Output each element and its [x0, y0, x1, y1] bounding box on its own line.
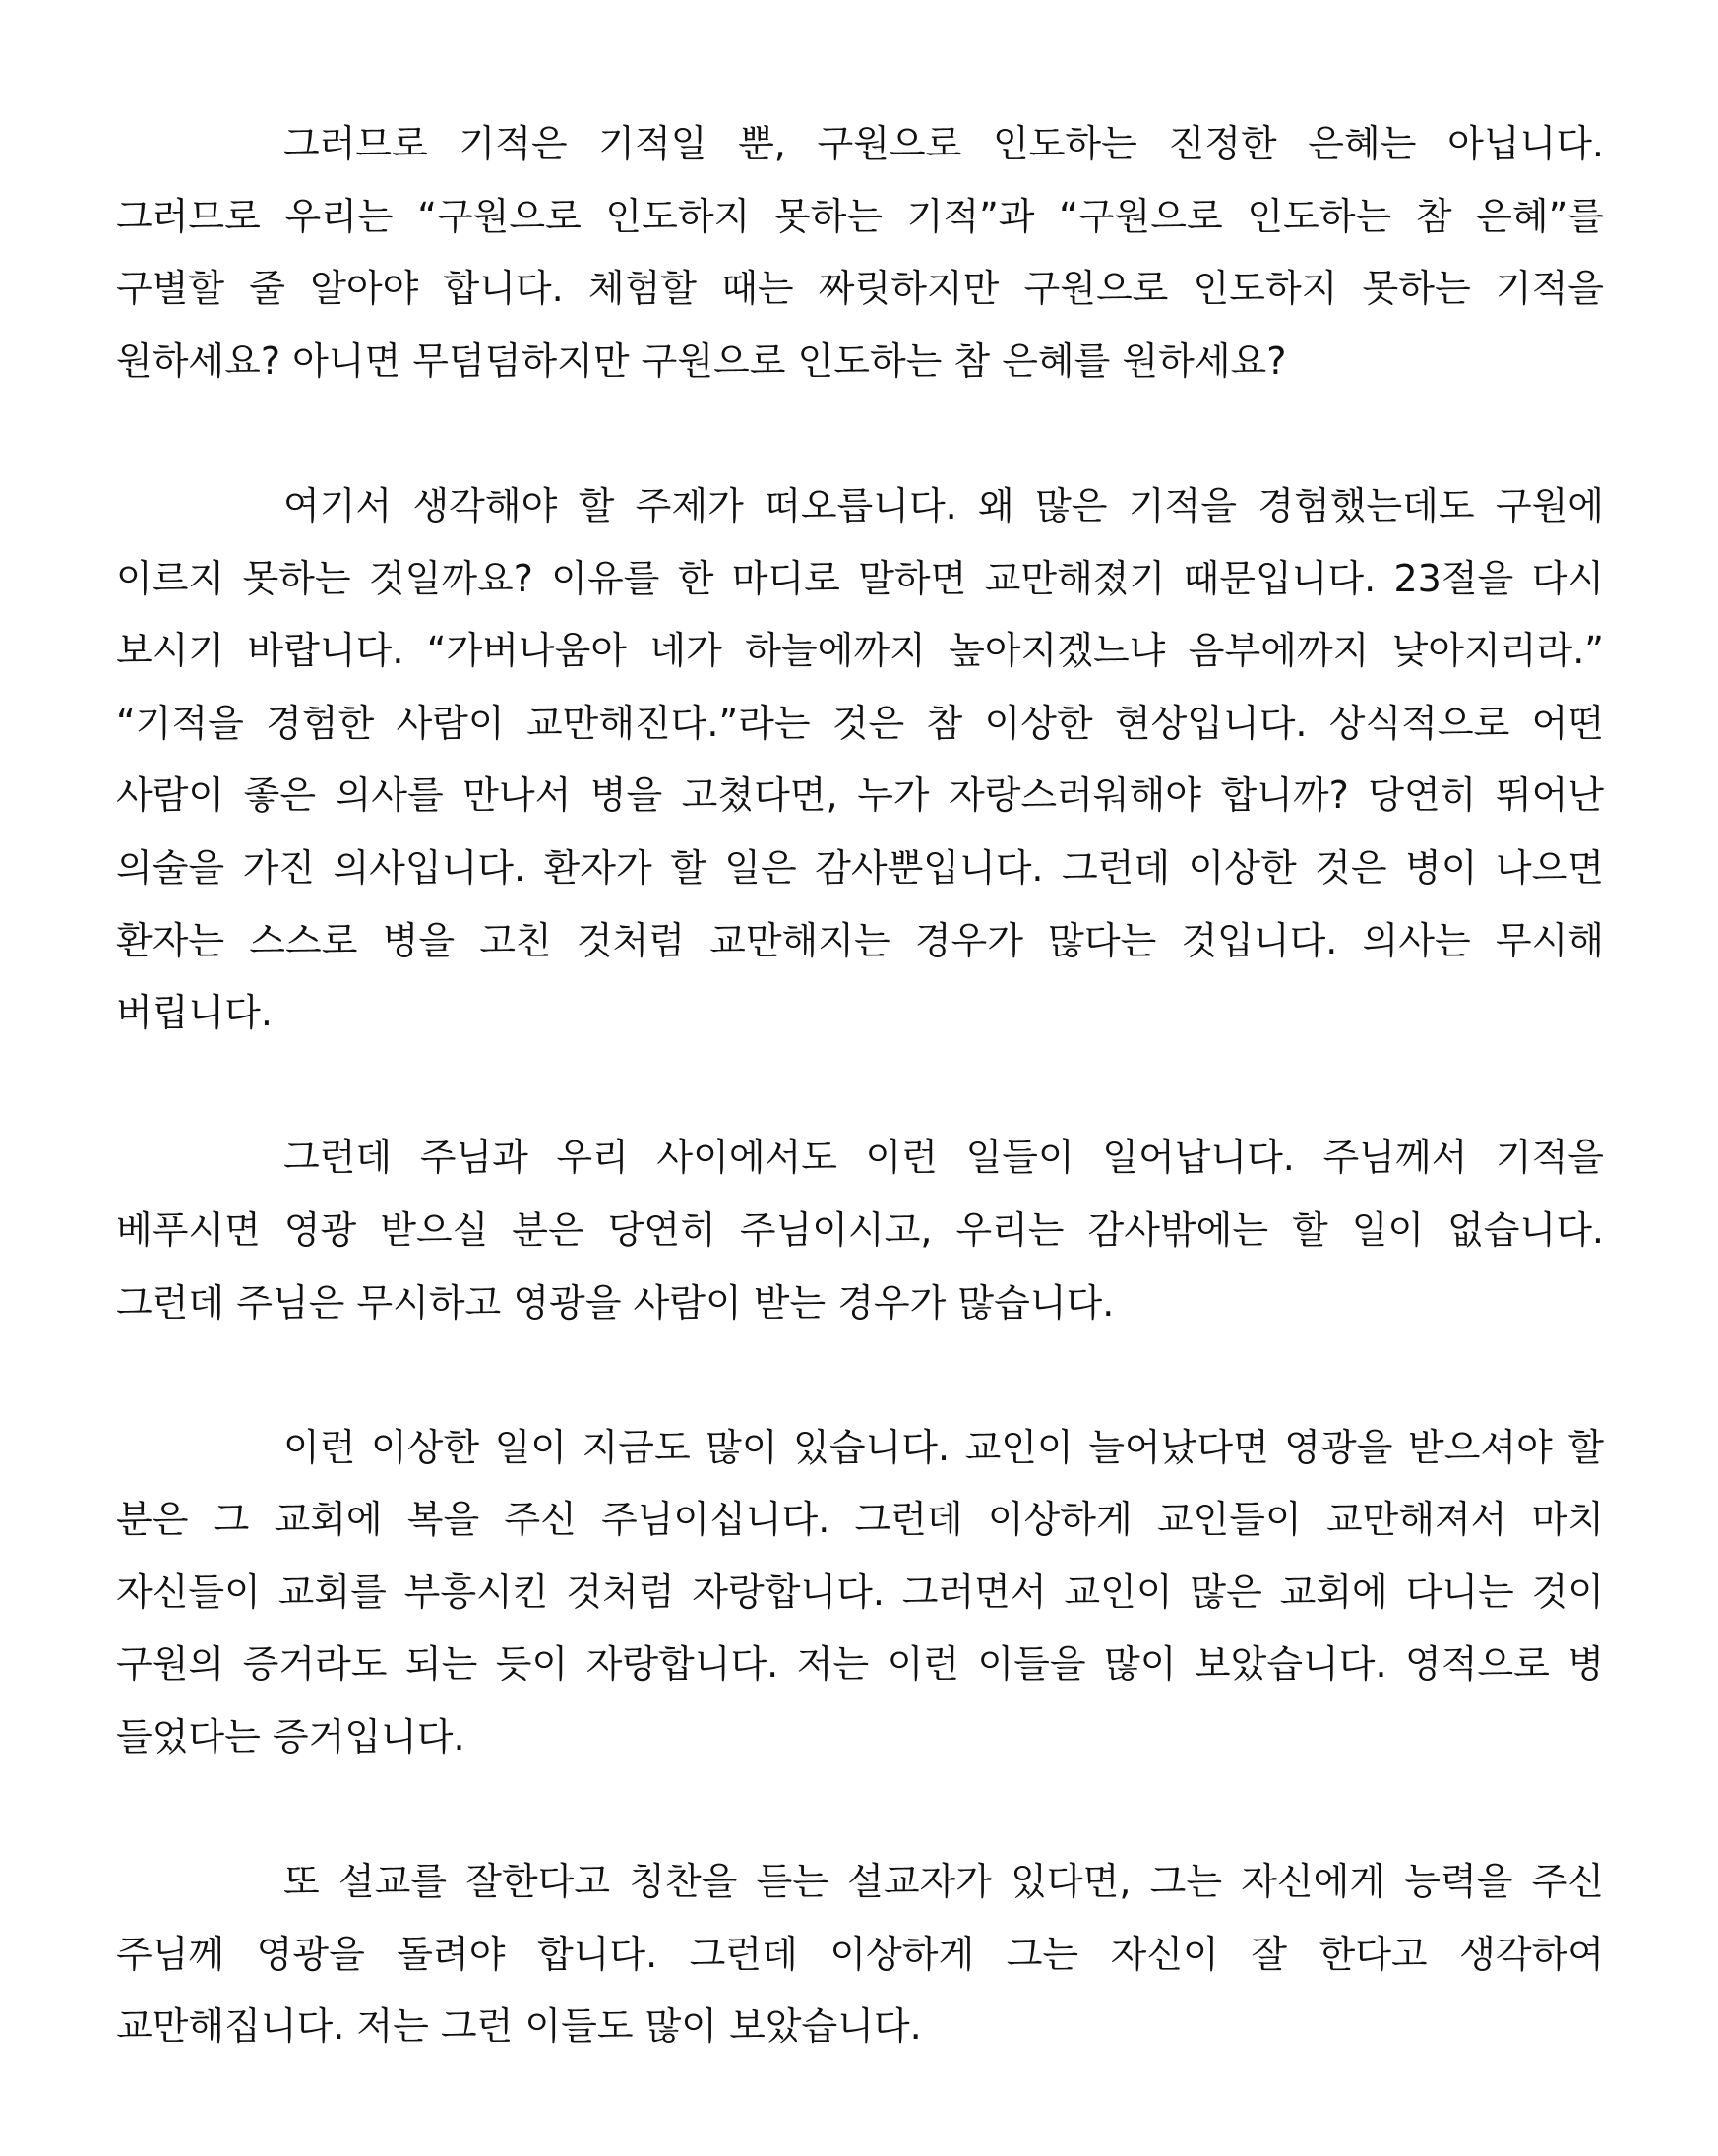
paragraph-3: 그런데 주님과 우리 사이에서도 이런 일들이 일어납니다. 주님께서 기적을 베푸시면 영광 받으실 분은 당연히 주님이시고, 우리는 감사밖에는 할 일이 없습니다. 그런데 주님은 무시하고 영광을 사람이 받는 경우가 많습니다.	[116, 1136, 1604, 1324]
document-body	[116, 108, 1604, 2064]
paragraph-1: 그러므로 기적은 기적일 뿐, 구원으로 인도하는 진정한 은혜는 아닙니다. 그러므로 우리는 “구원으로 인도하지 못하는 기적”과 “구원으로 인도하는 참 은혜”를 구별할 줄 알아야 합니다. 체험할 때는 짜릿하지만 구원으로 인도하지 못하는 기적을 원하세요? 아니면 무덤덤하지만 구원으로 인도하는 참 은혜를 원하세요?	[116, 122, 1604, 383]
paragraph-2: 여기서 생각해야 할 주제가 떠오릅니다. 왜 많은 기적을 경험했는데도 구원에 이르지 못하는 것일까요? 이유를 한 마디로 말하면 교만해졌기 때문입니다. 23절을 다시 보시기 바랍니다. “가버나움아 네가 하늘에까지 높아지겠느냐 음부에까지 낮아지리라.” “기적을 경험한 사람이 교만해진다.”라는 것은 참 이상한 현상입니다. 상식적으로 어떤 사람이 좋은 의사를 만나서 병을 고쳤다면, 누가 자랑스러워해야 합니까? 당연히 뛰어난 의술을 가진 의사입니다. 환자가 할 일은 감사뿐입니다. 그런데 이상한 것은 병이 나으면 환자는 스스로 병을 고친 것처럼 교만해지는 경우가 많다는 것입니다. 의사는 무시해 버립니다.	[116, 483, 1604, 1035]
paragraph-5: 또 설교를 잘한다고 칭찬을 듣는 설교자가 있다면, 그는 자신에게 능력을 주신 주님께 영광을 돌려야 합니다. 그런데 이상하게 그는 자신이 잘 한다고 생각하여 교만해집니다. 저는 그런 이들도 많이 보았습니다.	[116, 1860, 1604, 2049]
paragraph-4: 이런 이상한 일이 지금도 많이 있습니다. 교인이 늘어났다면 영광을 받으셔야 할 분은 그 교회에 복을 주신 주님이십니다. 그런데 이상하게 교인들이 교만해져서 마치 자신들이 교회를 부흥시킨 것처럼 자랑합니다. 그러면서 교인이 많은 교회에 다니는 것이 구원의 증거라도 되는 듯이 자랑합니다. 저는 이런 이들을 많이 보았습니다. 영적으로 병 들었다는 증거입니다.	[116, 1425, 1604, 1759]
